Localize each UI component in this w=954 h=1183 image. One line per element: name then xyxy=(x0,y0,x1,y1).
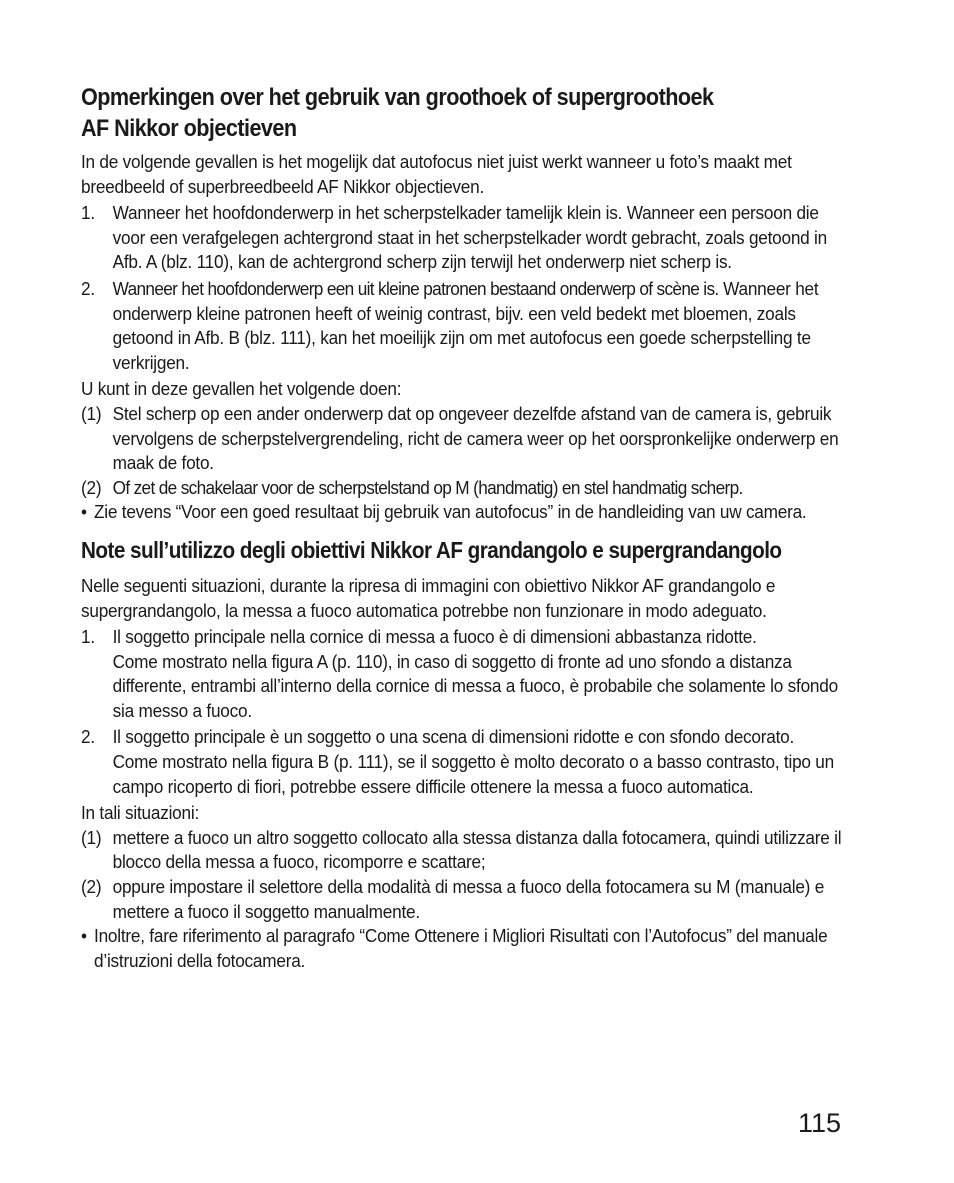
section-title-nl-line2: AF Nikkor objectieven xyxy=(81,115,297,142)
action-item-it-1 xyxy=(81,826,853,875)
page-content xyxy=(81,82,851,973)
bullet-icon: • xyxy=(81,501,87,523)
list-text xyxy=(113,725,853,799)
list-item-it-1 xyxy=(81,625,853,723)
action-intro-it: In tali situazioni: xyxy=(81,802,199,824)
intro-nl: In de volgende gevallen is het mogelijk dat autofocus niet juist werkt wanneer u foto’s maakt met breedbeeld of superbreedbeeld AF Nikkor objectieven. xyxy=(81,151,792,197)
bullet-note-nl xyxy=(81,500,853,525)
bullet-text: Inoltre, fare riferimento al paragrafo “Come Ottenere i Migliori Risultati con l’Autofocus” del manuale d’istruzioni della fotocamera. xyxy=(94,925,828,971)
list-text xyxy=(113,625,853,723)
list-text-first: Il soggetto principale nella cornice di messa a fuoco è di dimensioni abbastanza ridotte. xyxy=(112,626,757,648)
list-text-rest: Come mostrato nella figura A (p. 110), in caso di soggetto di fronte ad uno sfondo a distanza differente, entrambi all’interno della cornice di messa a fuoco, è probabile che solamente lo sfondo sia messo a fuoco. xyxy=(112,650,838,721)
intro-it: Nelle seguenti situazioni, durante la ripresa di immagini con obiettivo Nikkor AF grandangolo e supergrandangolo, la messa a fuoco automatica potrebbe non funzionare in modo adeguato. xyxy=(81,574,776,621)
page-number: 115 xyxy=(798,1108,842,1138)
bullet-text: Zie tevens “Voor een goed resultaat bij gebruik van autofocus” in de handleiding van uw camera. xyxy=(94,501,807,523)
list-text-first: Wanneer het hoofdonderwerp een uit kleine patronen bestaand onderwerp of scène is. xyxy=(112,277,719,299)
section-title-nl-line1: Opmerkingen over het gebruik van groothoek of supergroothoek xyxy=(81,84,714,111)
list-item-nl-1 xyxy=(81,201,853,275)
list-number: 1. xyxy=(81,626,95,648)
action-text: Of zet de schakelaar voor de scherpstelstand op M (handmatig) en stel handmatig scherp. xyxy=(112,476,743,498)
bullet-note-it xyxy=(81,924,853,973)
action-item-nl-1 xyxy=(81,402,853,476)
action-item-nl-2 xyxy=(81,476,853,501)
list-item-it-2 xyxy=(81,725,853,799)
list-number: 2. xyxy=(81,277,95,299)
list-number: 2. xyxy=(81,726,95,748)
list-number: 1. xyxy=(81,202,95,224)
list-text-first: Il soggetto principale è un soggetto o una scena di dimensioni ridotte e con sfondo decorato. xyxy=(112,726,795,748)
list-text: Wanneer het hoofdonderwerp in het scherpstelkader tamelijk klein is. Wanneer een persoon die voor een verafgelegen achtergrond staat in het scherpstelkader wordt gebracht, zoals getoond in Afb. A (blz. 110), kan de achtergrond scherp zijn terwijl het onderwerp niet scherp is. xyxy=(112,202,827,273)
list-text-rest: Come mostrato nella figura B (p. 111), se il soggetto è molto decorato o a basso contrasto, tipo un campo ricoperto di fiori, potrebbe essere difficile ottenere la messa a fuoco automatica. xyxy=(112,751,834,797)
section-title-it: Note sull’utilizzo degli obiettivi Nikkor AF grandangolo e supergrandangolo xyxy=(81,536,782,563)
list-text-rest: Wanneer het onderwerp kleine patronen heeft of weinig contrast, bijv. een veld bedekt met bloemen, zoals getoond in Afb. B (blz. 111), kan het moeilijk zijn om met autofocus een goede scherpstelling te verkrijgen. xyxy=(112,277,819,373)
action-text: mettere a fuoco un altro soggetto collocato alla stessa distanza dalla fotocamera, quindi utilizzare il blocco della messa a fuoco, ricomporre e scattare; xyxy=(112,826,842,873)
section-title-nl xyxy=(81,82,846,144)
action-text: Stel scherp op een ander onderwerp dat op ongeveer dezelfde afstand van de camera is, gebruik vervolgens de scherpstelvergrendeling, richt de camera weer op het oorspronkelijke onderwerp en maak de foto. xyxy=(112,402,839,474)
list-text xyxy=(113,277,853,375)
action-number: (1) xyxy=(81,826,102,848)
action-item-it-2 xyxy=(81,875,853,924)
action-number: (1) xyxy=(81,402,102,424)
bullet-icon: • xyxy=(81,925,87,947)
action-number: (2) xyxy=(81,876,102,898)
list-item-nl-2 xyxy=(81,277,853,375)
action-text: oppure impostare il selettore della modalità di messa a fuoco della fotocamera su M (manuale) e mettere a fuoco il soggetto manualmente. xyxy=(112,876,825,922)
action-intro-nl: U kunt in deze gevallen het volgende doen: xyxy=(81,378,402,400)
action-number: (2) xyxy=(81,476,102,498)
